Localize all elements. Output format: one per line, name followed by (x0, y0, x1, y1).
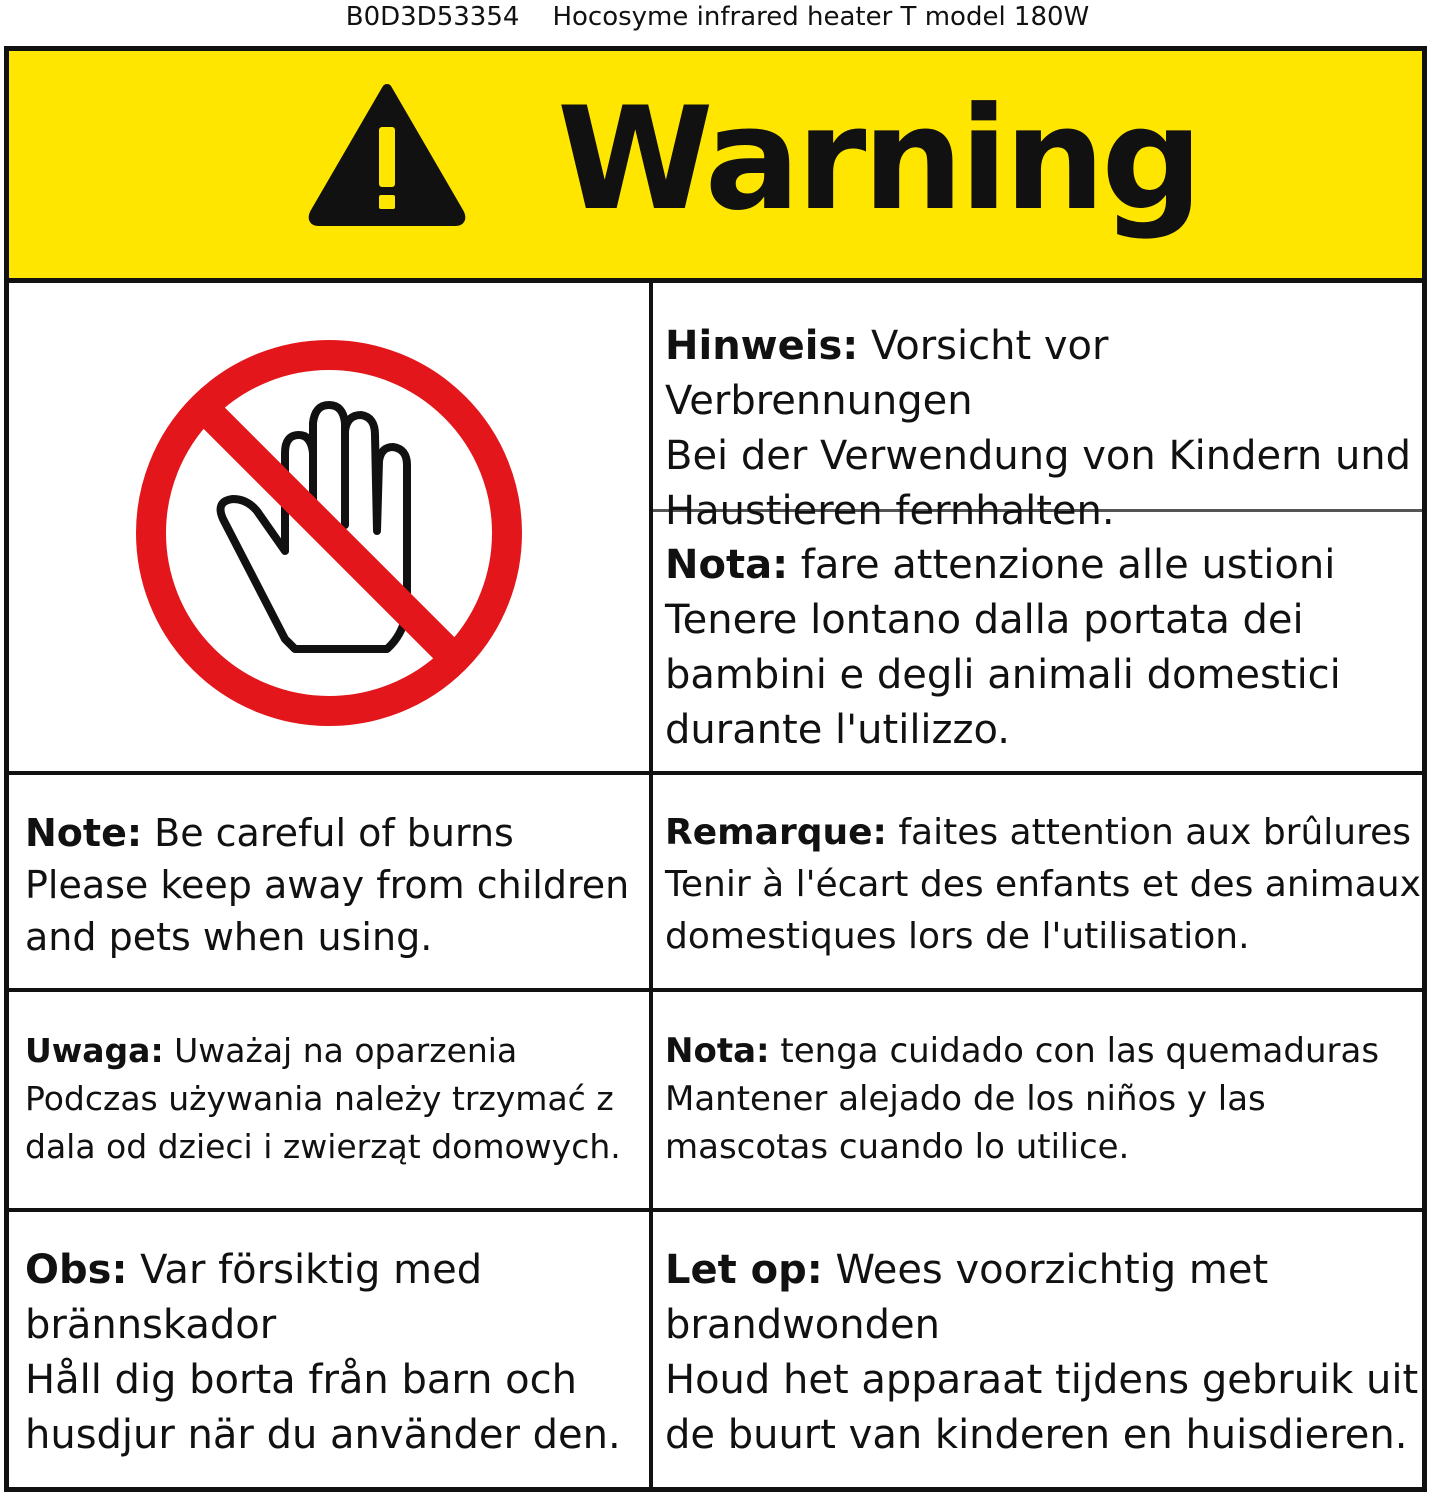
note-text: Uważaj na oparzenia Podczas używania należy trzymać z dala od dzieci i zwierząt domowych. (25, 1031, 621, 1166)
note-text: Vorsicht vor Verbrennungen Bei der Verwendung von Kindern und Haustieren fernhalten. (665, 323, 1412, 534)
note-text: Wees voorzichtig met brandwonden Houd het apparaat tijdens gebruik uit de buurt van kinderen en huisdieren. (665, 1247, 1419, 1458)
warning-triangle-icon (307, 81, 467, 227)
warning-banner (9, 51, 1422, 283)
note-spanish (665, 1027, 1421, 1171)
note-label: Let op: (665, 1247, 823, 1293)
row-divider (9, 1208, 1422, 1212)
note-italian (665, 538, 1421, 758)
note-text: Var försiktig med brännskador Håll dig borta från barn och husdjur när du använder den. (25, 1247, 621, 1458)
note-german (665, 319, 1421, 539)
note-label: Remarque: (665, 812, 887, 853)
note-dutch (665, 1243, 1421, 1463)
note-label: Uwaga: (25, 1031, 164, 1070)
row-divider (9, 988, 1422, 992)
note-label: Nota: (665, 542, 789, 588)
note-label: Hinweis: (665, 323, 859, 369)
note-text: fare attenzione alle ustioni Tenere lontano dalla portata dei bambini e degli animali domestici durante l'utilizzo. (665, 542, 1341, 753)
note-swedish (25, 1243, 645, 1463)
warning-title: Warning (557, 77, 1199, 242)
note-french (665, 807, 1421, 963)
note-label: Nota: (665, 1031, 770, 1071)
note-label: Note: (25, 811, 143, 855)
column-divider (649, 283, 653, 1487)
note-label: Obs: (25, 1247, 128, 1293)
note-text: Be careful of burns Please keep away from children and pets when using. (25, 811, 630, 959)
warning-label (4, 46, 1427, 1492)
note-polish (25, 1027, 649, 1171)
row-divider (9, 771, 1422, 775)
note-english (25, 807, 645, 963)
product-caption: B0D3D53354 Hocosyme infrared heater T model 180W (345, 2, 1090, 32)
no-touching-hand-icon (135, 339, 523, 727)
note-text: tenga cuidado con las quemaduras Mantener alejado de los niños y las mascotas cuando lo utilice. (665, 1031, 1380, 1167)
note-text: faites attention aux brûlures Tenir à l'écart des enfants et des animaux domestiques lors de l'utilisation. (665, 812, 1421, 957)
